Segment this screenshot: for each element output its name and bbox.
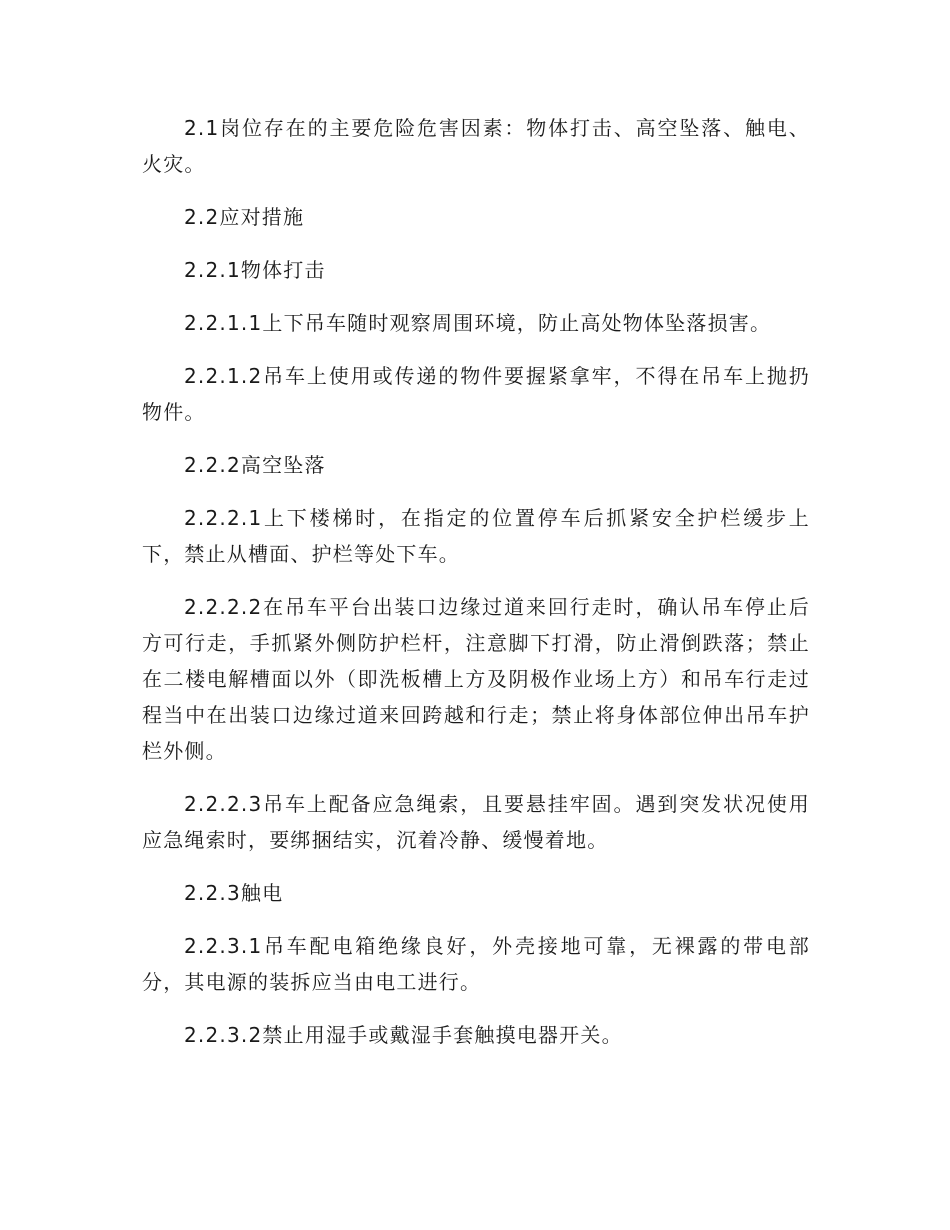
paragraph-2-2-1-1: 2.2.1.1上下吊车随时观察周围环境，防止高处物体坠落损害。: [184, 311, 772, 335]
heading-countermeasures: 2.2应对措施: [184, 205, 305, 229]
heading-fall-from-height: 2.2.2高空坠落: [184, 453, 326, 477]
paragraph-2-2-2-3: 2.2.2.3吊车上配备应急绳索，且要悬挂牢固。遇到突发状况使用应急绳索时，要绑捆结实，沉着冷静、缓慢着地。: [142, 792, 810, 852]
paragraph-hazard-factors: 2.1岗位存在的主要危险危害因素：物体打击、高空坠落、触电、火灾。: [142, 116, 810, 176]
heading-electric-shock: 2.2.3触电: [184, 881, 284, 905]
heading-object-strike: 2.2.1物体打击: [184, 258, 326, 282]
paragraph-2-2-2-2: 2.2.2.2在吊车平台出装口边缘过道来回行走时，确认吊车停止后方可行走，手抓紧外侧防护栏杆，注意脚下打滑，防止滑倒跌落；禁止在二楼电解槽面以外（即洗板槽上方及阴极作业场上方）和吊车行走过程当中在出装口边缘过道来回跨越和行走；禁止将身体部位伸出吊车护栏外侧。: [142, 595, 810, 763]
paragraph-2-2-3-1: 2.2.3.1吊车配电箱绝缘良好，外壳接地可靠，无裸露的带电部分，其电源的装拆应当由电工进行。: [142, 934, 810, 994]
paragraph-2-2-2-1: 2.2.2.1上下楼梯时，在指定的位置停车后抓紧安全护栏缓步上下，禁止从槽面、护栏等处下车。: [142, 506, 810, 566]
paragraph-2-2-1-2: 2.2.1.2吊车上使用或传递的物件要握紧拿牢，不得在吊车上抛扔物件。: [142, 364, 810, 424]
paragraph-2-2-3-2: 2.2.3.2禁止用湿手或戴湿手套触摸电器开关。: [184, 1023, 623, 1047]
document-page: [142, 110, 810, 1070]
